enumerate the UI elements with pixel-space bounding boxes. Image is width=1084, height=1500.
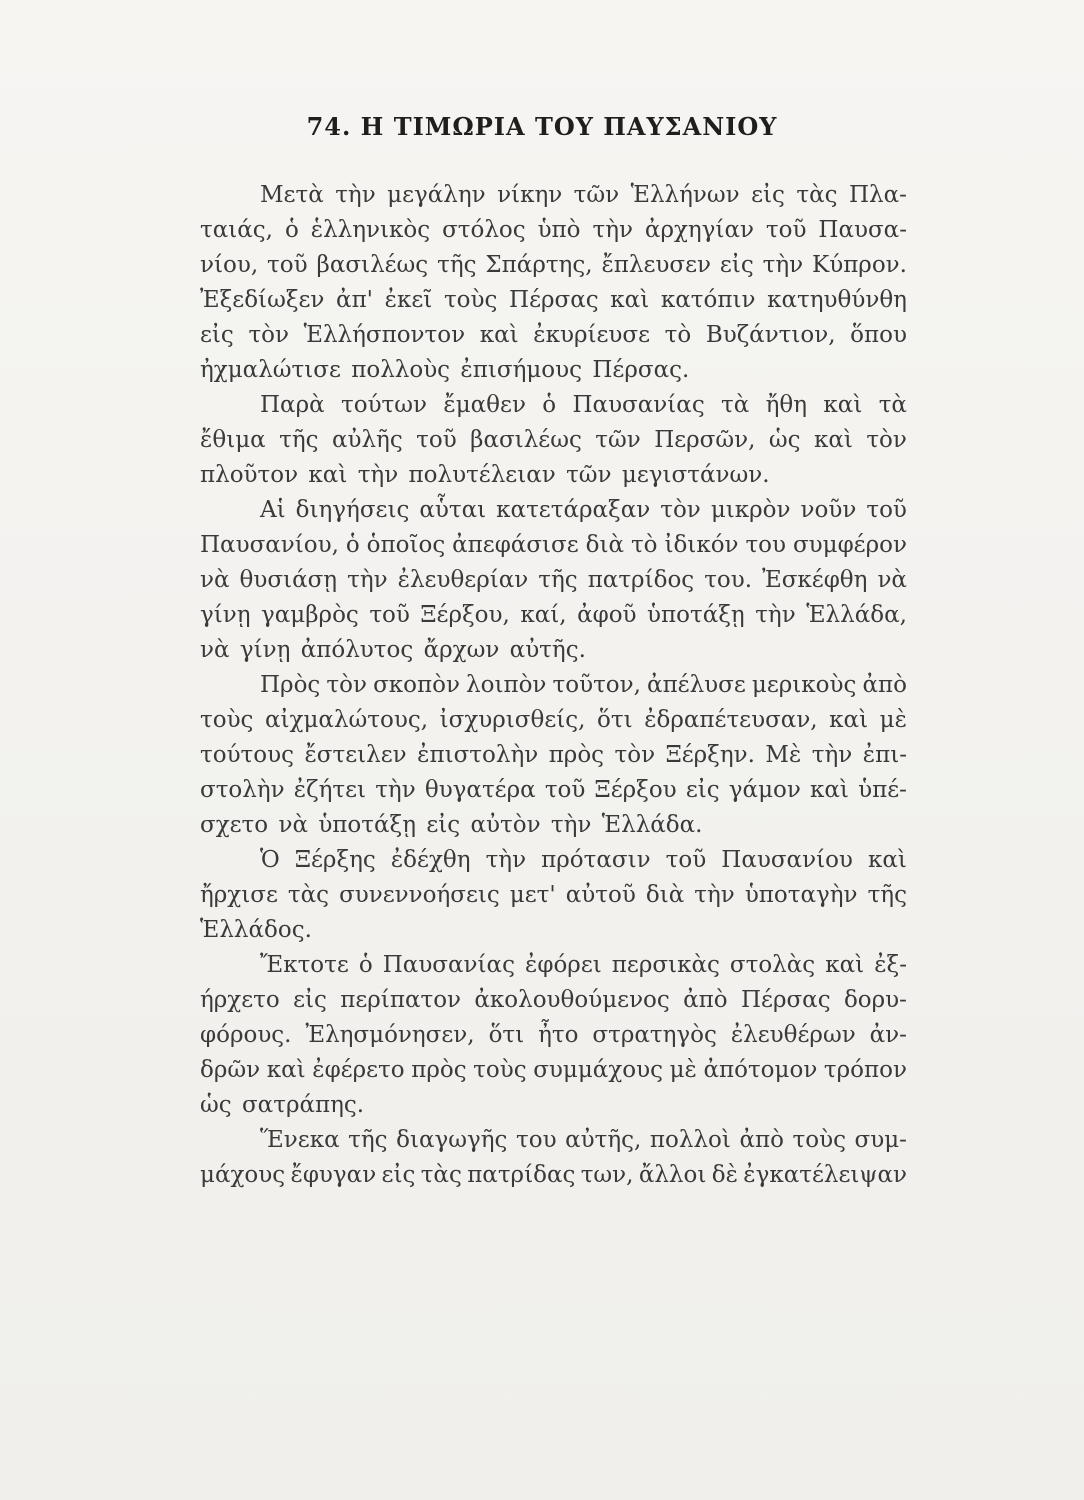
text-line: νίου, τοῦ βασιλέως τῆς Σπάρτης, ἔπλευσεν εἰς τὴν Κύπρον.: [200, 252, 907, 278]
text-line: ὡς σατράπης.: [200, 1092, 365, 1118]
text-line: Ὁ Ξέρξης ἐδέχθη τὴν πρότασιν τοῦ Παυσανίου καὶ: [260, 847, 907, 873]
text-line: Ἕνεκα τῆς διαγωγῆς του αὐτῆς, πολλοὶ ἀπὸ τοὺς συμ-: [260, 1127, 907, 1153]
text-line: πλοῦτον καὶ τὴν πολυτέλειαν τῶν μεγιστάνων.: [200, 462, 770, 488]
text-line: στολὴν ἐζήτει τὴν θυγατέρα τοῦ Ξέρξου εἰς γάμον καὶ ὑπέ-: [200, 777, 907, 803]
text-line: Πρὸς τὸν σκοπὸν λοιπὸν τοῦτον, ἀπέλυσε μερικοὺς ἀπὸ: [260, 672, 907, 698]
text-line: νὰ θυσιάσῃ τὴν ἐλευθερίαν τῆς πατρίδος του. Ἐσκέφθη νὰ: [200, 567, 907, 593]
text-line: Αἱ διηγήσεις αὗται κατετάραξαν τὸν μικρὸν νοῦν τοῦ: [260, 497, 907, 523]
text-line: Ἐξεδίωξεν ἀπ' ἐκεῖ τοὺς Πέρσας καὶ κατόπιν κατηυθύνθη: [200, 287, 907, 313]
text-line: μάχους ἔφυγαν εἰς τὰς πατρίδας των, ἄλλοι δὲ ἐγκατέλειψαν: [200, 1162, 907, 1188]
text-line: εἰς τὸν Ἑλλήσποντον καὶ ἐκυρίευσε τὸ Βυζάντιον, ὅπου: [200, 322, 907, 348]
text-line: φόρους. Ἐλησμόνησεν, ὅτι ἦτο στρατηγὸς ἐλευθέρων ἀν-: [200, 1022, 907, 1048]
text-line: Παρὰ τούτων ἔμαθεν ὁ Παυσανίας τὰ ἤθη καὶ τὰ: [260, 392, 907, 418]
text-line: γίνῃ γαμβρὸς τοῦ Ξέρξου, καί, ἀφοῦ ὑποτάξῃ τὴν Ἑλλάδα,: [200, 602, 907, 628]
text-line: Παυσανίου, ὁ ὁποῖος ἀπεφάσισε διὰ τὸ ἰδικόν του συμφέρον: [200, 532, 907, 558]
text-line: ἠχμαλώτισε πολλοὺς ἐπισήμους Πέρσας.: [200, 357, 690, 383]
text-line: ἤρχισε τὰς συνεννοήσεις μετ' αὐτοῦ διὰ τὴν ὑποταγὴν τῆς: [200, 882, 907, 908]
text-line: σχετο νὰ ὑποτάξῃ εἰς αὐτὸν τὴν Ἑλλάδα.: [200, 812, 703, 838]
text-line: δρῶν καὶ ἐφέρετο πρὸς τοὺς συμμάχους μὲ ἀπότομον τρόπον: [200, 1057, 907, 1083]
text-line: νὰ γίνῃ ἀπόλυτος ἄρχων αὐτῆς.: [200, 637, 586, 663]
text-line: ταιάς, ὁ ἑλληνικὸς στόλος ὑπὸ τὴν ἀρχηγίαν τοῦ Παυσα-: [200, 217, 907, 243]
text-line: Ἔκτοτε ὁ Παυσανίας ἐφόρει περσικὰς στολὰς καὶ ἐξ-: [260, 952, 907, 978]
body-text: [200, 178, 907, 1193]
page-title: 74. Η ΤΙΜΩΡΙΑ ΤΟΥ ΠΑΥΣΑΝΙΟΥ: [306, 112, 778, 141]
text-line: Μετὰ τὴν μεγάλην νίκην τῶν Ἑλλήνων εἰς τὰς Πλα-: [260, 182, 907, 208]
text-line: τούτους ἔστειλεν ἐπιστολὴν πρὸς τὸν Ξέρξην. Μὲ τὴν ἐπι-: [200, 742, 907, 768]
text-line: ήρχετο εἰς περίπατον ἀκολουθούμενος ἀπὸ Πέρσας δορυ-: [200, 987, 907, 1013]
text-line: ἔθιμα τῆς αὐλῆς τοῦ βασιλέως τῶν Περσῶν, ὡς καὶ τὸν: [200, 427, 907, 453]
text-line: τοὺς αἰχμαλώτους, ἰσχυρισθείς, ὅτι ἐδραπέτευσαν, καὶ μὲ: [200, 707, 907, 733]
text-line: Ἑλλάδος.: [200, 917, 312, 943]
